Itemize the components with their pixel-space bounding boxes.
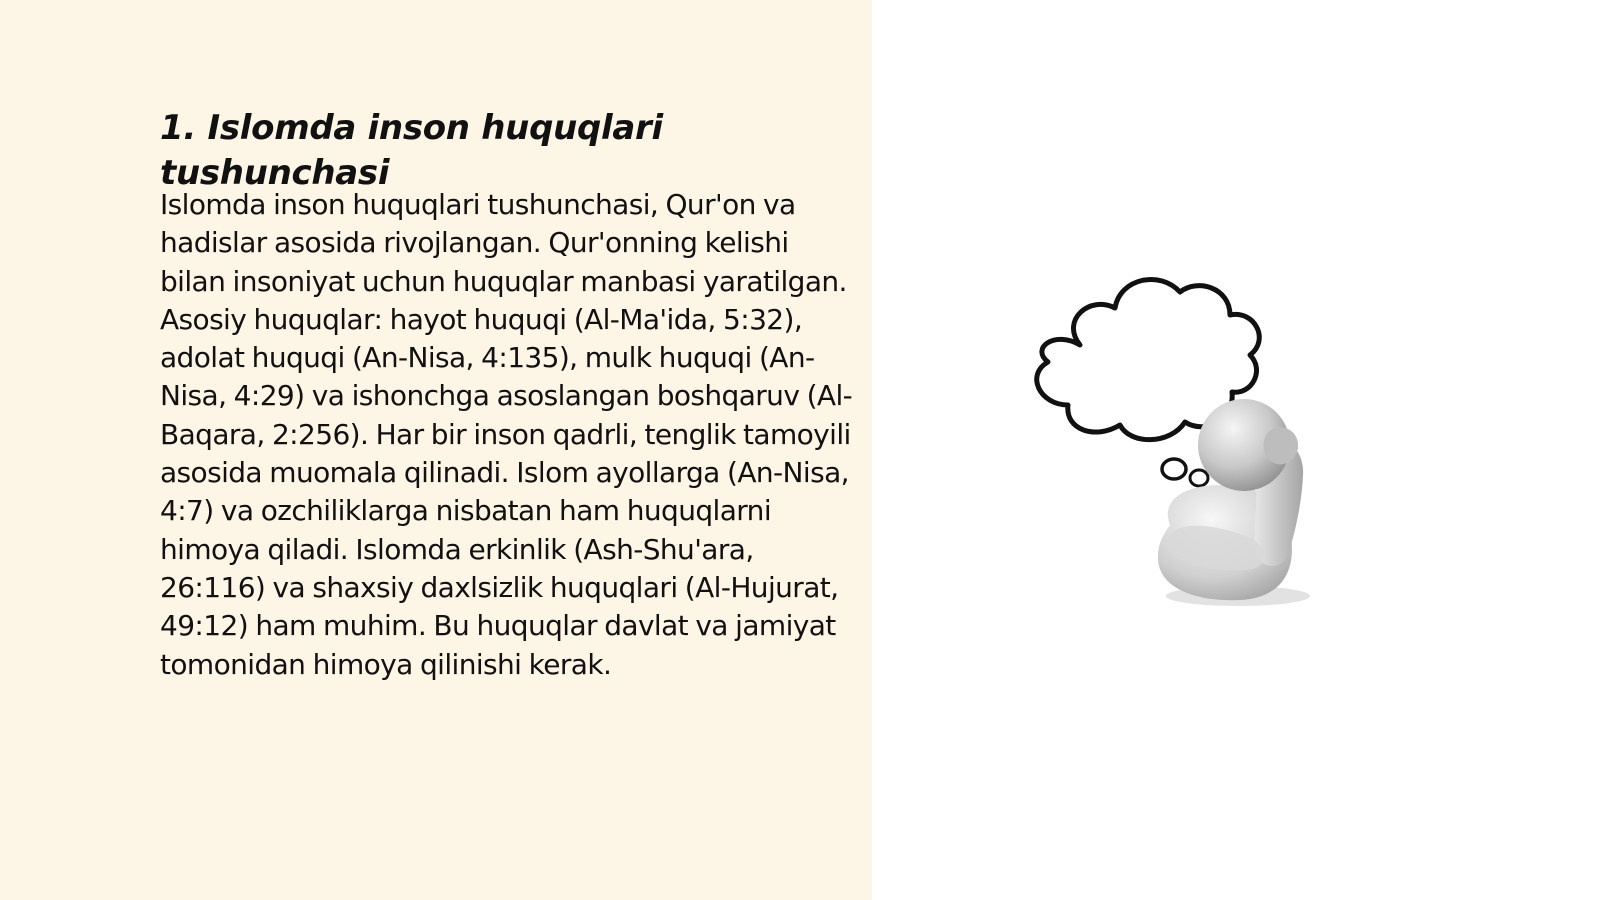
slide-title: 1. Islomda inson huquqlari tushunchasi <box>160 108 663 193</box>
slide-body: Islomda inson huquqlari tushunchasi, Qur'on va hadislar asosida rivojlangan. Qur'onning kelishi bilan insoniyat uchun huquqlar manbasi yaratilgan. Asosiy huquqlar: hayot huquqi (Al-Ma'ida, 5:32), adolat huquqi (An-Nisa, 4:135), mulk huquqi (An-Nisa, 4:29) va ishonchga asoslangan boshqaruv (Al-Baqara, 2:256). Har bir inson qadrli, tenglik tamoyili asosida muomala qilinadi. Islom ayollarga (An-Nisa, 4:7) va ozchiliklarga nisbatan ham huquqlarni himoya qiladi. Islomda erkinlik (Ash-Shu'ara, 26:116) va shaxsiy daxlsizlik huquqlari (Al-Hujurat, 49:12) ham muhim. Bu huquqlar davlat va jamiyat tomonidan himoya qilinishi kerak. <box>160 188 853 681</box>
thinking-person-illustration <box>1020 270 1360 620</box>
